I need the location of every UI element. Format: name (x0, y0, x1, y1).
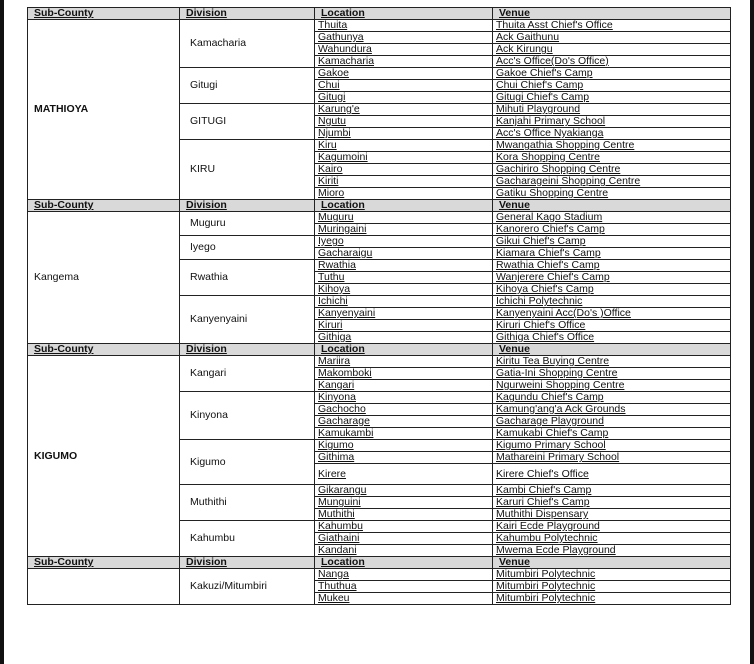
location-cell: Mioro (315, 188, 493, 200)
venue-cell: Gitugi Chief's Camp (493, 92, 731, 104)
header-division: Division (180, 344, 315, 356)
venue-cell: Kiritu Tea Buying Centre (493, 356, 731, 368)
location-cell: Gacharage (315, 416, 493, 428)
header-location: Location (315, 557, 493, 569)
location-cell: Kahumbu (315, 521, 493, 533)
venue-cell: Muthithi Dispensary (493, 509, 731, 521)
sub-county-cell: Kangema (28, 212, 180, 344)
location-cell: Thuita (315, 20, 493, 32)
location-cell: Thuthua (315, 581, 493, 593)
venue-cell: Mitumbiri Polytechnic (493, 593, 731, 605)
sub-county-cell (28, 569, 180, 605)
venue-cell: Kanyenyaini Acc(Do's )Office (493, 308, 731, 320)
location-cell: Kiru (315, 140, 493, 152)
venue-cell: Chui Chief's Camp (493, 80, 731, 92)
location-cell: Tuthu (315, 272, 493, 284)
venue-cell: Gikui Chief's Camp (493, 236, 731, 248)
division-cell: Kangari (180, 356, 315, 392)
venue-cell: General Kago Stadium (493, 212, 731, 224)
location-cell: Mukeu (315, 593, 493, 605)
division-cell: Muguru (180, 212, 315, 236)
venue-cell: Acc's Office Nyakianga (493, 128, 731, 140)
venue-cell: Mathareini Primary School (493, 452, 731, 464)
header-venue: Venue (493, 557, 731, 569)
location-cell: Nanga (315, 569, 493, 581)
header-sub-county: Sub-County (28, 200, 180, 212)
location-cell: Mariira (315, 356, 493, 368)
location-cell: Iyego (315, 236, 493, 248)
venue-cell: Mwangathia Shopping Centre (493, 140, 731, 152)
location-cell: Kirere (315, 464, 493, 485)
location-cell: Chui (315, 80, 493, 92)
venue-cell: Karuri Chief's Camp (493, 497, 731, 509)
division-cell: GITUGI (180, 104, 315, 140)
venue-cell: Kagundu Chief's Camp (493, 392, 731, 404)
location-cell: Makomboki (315, 368, 493, 380)
location-cell: Kigumo (315, 440, 493, 452)
venue-cell: Mwema Ecde Playground (493, 545, 731, 557)
sub-county-cell: KIGUMO (28, 356, 180, 557)
division-cell: Gitugi (180, 68, 315, 104)
location-cell: Wahundura (315, 44, 493, 56)
location-cell: Kandani (315, 545, 493, 557)
venue-cell: Ngurweini Shopping Centre (493, 380, 731, 392)
header-venue: Venue (493, 8, 731, 20)
location-cell: Ichichi (315, 296, 493, 308)
division-cell: Kakuzi/Mitumbiri (180, 569, 315, 605)
venue-cell: Mitumbiri Polytechnic (493, 569, 731, 581)
polling-venues-table (27, 7, 731, 605)
location-cell: Kamukambi (315, 428, 493, 440)
table-body (28, 8, 731, 605)
header-division: Division (180, 200, 315, 212)
location-cell: Gikarangu (315, 485, 493, 497)
venue-cell: Kamung'ang'a Ack Grounds (493, 404, 731, 416)
venue-cell: Kora Shopping Centre (493, 152, 731, 164)
venue-cell: Kahumbu Polytechnic (493, 533, 731, 545)
location-cell: Kanyenyaini (315, 308, 493, 320)
location-cell: Munguini (315, 497, 493, 509)
venue-cell: Kambi Chief's Camp (493, 485, 731, 497)
venue-cell: Gachiriro Shopping Centre (493, 164, 731, 176)
venue-cell: Kiruri Chief's Office (493, 320, 731, 332)
header-sub-county: Sub-County (28, 557, 180, 569)
venue-cell: Githiga Chief's Office (493, 332, 731, 344)
header-location: Location (315, 344, 493, 356)
location-cell: Kihoya (315, 284, 493, 296)
venue-cell: Ichichi Polytechnic (493, 296, 731, 308)
venue-cell: Gakoe Chief's Camp (493, 68, 731, 80)
venue-cell: Ack Kirungu (493, 44, 731, 56)
table-header-row (28, 200, 731, 212)
location-cell: Giathaini (315, 533, 493, 545)
header-location: Location (315, 8, 493, 20)
location-cell: Kangari (315, 380, 493, 392)
venue-cell: Mitumbiri Polytechnic (493, 581, 731, 593)
location-cell: Githima (315, 452, 493, 464)
division-cell: Muthithi (180, 485, 315, 521)
header-venue: Venue (493, 344, 731, 356)
division-cell: Rwathia (180, 260, 315, 296)
location-cell: Gakoe (315, 68, 493, 80)
division-cell: Kamacharia (180, 20, 315, 68)
table-row (28, 212, 731, 224)
venue-cell: Kigumo Primary School (493, 440, 731, 452)
location-cell: Kinyona (315, 392, 493, 404)
venue-cell: Gatiku Shopping Centre (493, 188, 731, 200)
venue-cell: Kihoya Chief's Camp (493, 284, 731, 296)
header-sub-county: Sub-County (28, 344, 180, 356)
table-header-row (28, 557, 731, 569)
location-cell: Karung'e (315, 104, 493, 116)
location-cell: Gitugi (315, 92, 493, 104)
location-cell: Kagumoini (315, 152, 493, 164)
table-header-row (28, 8, 731, 20)
venue-cell: Ack Gaithunu (493, 32, 731, 44)
division-cell: KIRU (180, 140, 315, 200)
header-division: Division (180, 557, 315, 569)
location-cell: Muthithi (315, 509, 493, 521)
location-cell: Kamacharia (315, 56, 493, 68)
table-row (28, 356, 731, 368)
venue-cell: Kanjahi Primary School (493, 116, 731, 128)
location-cell: Muringaini (315, 224, 493, 236)
location-cell: Kairo (315, 164, 493, 176)
sub-county-cell: MATHIOYA (28, 20, 180, 200)
header-venue: Venue (493, 200, 731, 212)
venue-cell: Rwathia Chief's Camp (493, 260, 731, 272)
location-cell: Ngutu (315, 116, 493, 128)
venue-cell: Kairi Ecde Playground (493, 521, 731, 533)
venue-cell: Gatia-Ini Shopping Centre (493, 368, 731, 380)
venue-cell: Acc's Office(Do's Office) (493, 56, 731, 68)
location-cell: Rwathia (315, 260, 493, 272)
venue-cell: Thuita Asst Chief's Office (493, 20, 731, 32)
division-cell: Kinyona (180, 392, 315, 440)
header-sub-county: Sub-County (28, 8, 180, 20)
venue-cell: Wanjerere Chief's Camp (493, 272, 731, 284)
venue-cell: Kamukabi Chief's Camp (493, 428, 731, 440)
venue-cell: Gacharageini Shopping Centre (493, 176, 731, 188)
division-cell: Iyego (180, 236, 315, 260)
venue-cell: Kanorero Chief's Camp (493, 224, 731, 236)
location-cell: Kiruri (315, 320, 493, 332)
division-cell: Kigumo (180, 440, 315, 485)
table-row (28, 569, 731, 581)
venue-cell: Mihuti Playground (493, 104, 731, 116)
division-cell: Kahumbu (180, 521, 315, 557)
location-cell: Githiga (315, 332, 493, 344)
location-cell: Gathunya (315, 32, 493, 44)
location-cell: Kiriti (315, 176, 493, 188)
venue-cell: Kiamara Chief's Camp (493, 248, 731, 260)
header-division: Division (180, 8, 315, 20)
division-cell: Kanyenyaini (180, 296, 315, 344)
venue-cell: Gacharage Playground (493, 416, 731, 428)
location-cell: Gachocho (315, 404, 493, 416)
header-location: Location (315, 200, 493, 212)
venue-cell: Kirere Chief's Office (493, 464, 731, 485)
location-cell: Njumbi (315, 128, 493, 140)
location-cell: Gacharaigu (315, 248, 493, 260)
location-cell: Muguru (315, 212, 493, 224)
table-row (28, 20, 731, 32)
table-header-row (28, 344, 731, 356)
